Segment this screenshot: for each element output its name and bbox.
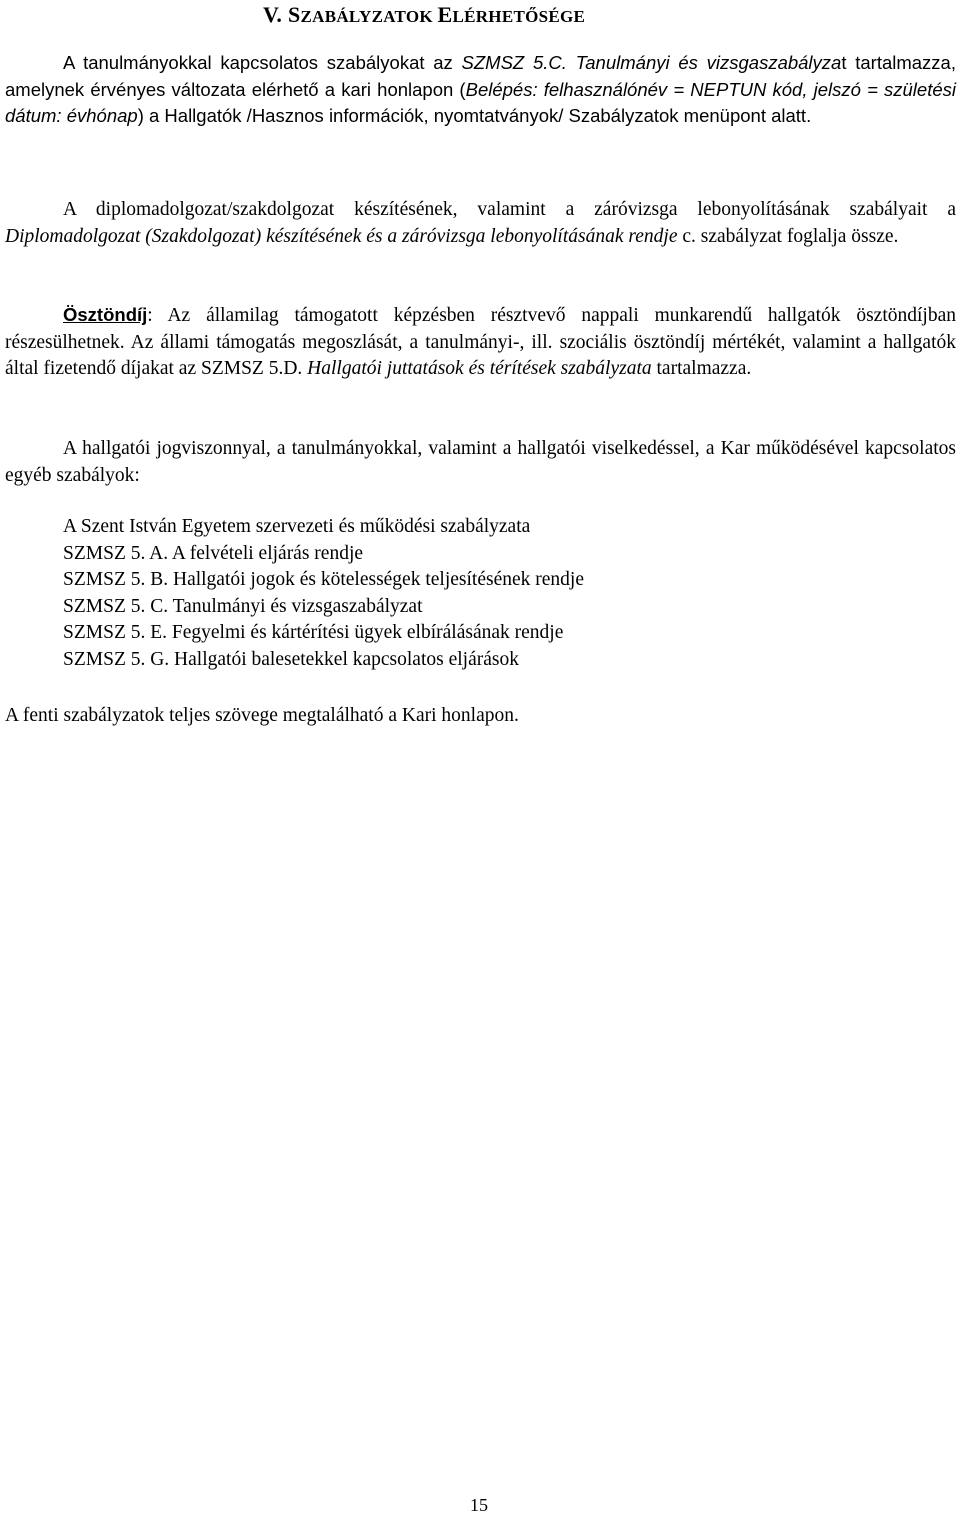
paragraph-thesis: A diplomadolgozat/szakdolgozat készítésének, valamint a záróvizsga lebonyolításának szabályait a Diplomadolgozat (Szakdolgozat) készítésének és a záróvizsga lebonyolításának rendje c. szabályzat foglalja össze. [5, 199, 956, 247]
closing-sentence: A fenti szabályzatok teljes szövege megtalálható a Kari honlapon. [5, 705, 519, 726]
list-item: SZMSZ 5. C. Tanulmányi és vizsgaszabályzat [63, 595, 423, 617]
section-heading: V. SZABÁLYZATOK ELÉRHETŐSÉGE [263, 2, 586, 27]
page-number: 15 [470, 1495, 488, 1515]
list-item: SZMSZ 5. G. Hallgatói balesetekkel kapcsolatos eljárások [63, 648, 519, 670]
scholarship-label: Ösztöndíj [63, 304, 148, 325]
list-item: SZMSZ 5. B. Hallgatói jogok és kötelességek teljesítésének rendje [63, 569, 584, 590]
list-item: SZMSZ 5. A. A felvételi eljárás rendje [63, 542, 364, 564]
paragraph-regulations: A tanulmányokkal kapcsolatos szabályokat az SZMSZ 5.C. Tanulmányi és vizsgaszabályzat tartalmazza, amelynek érvényes változata elérhető a kari honlapon (Belépés: felhasználónév = NEPTUN kód, jelszó = születési dátum: évhónap) a Hallgatók /Hasznos információk, nyomtatványok/ Szabályzatok menüpont alatt. [5, 52, 956, 126]
list-item: A Szent István Egyetem szervezeti és működési szabályzata [63, 516, 531, 537]
list-item: SZMSZ 5. E. Fegyelmi és kártérítési ügyek elbírálásának rendje [63, 622, 564, 643]
paragraph-other-rules: A hallgatói jogviszonnyal, a tanulmányokkal, valamint a hallgatói viselkedéssel, a Kar működésével kapcsolatos egyéb szabályok: [5, 438, 956, 486]
regulations-list [63, 514, 584, 673]
paragraph-scholarship: Ösztöndíj: Az államilag támogatott képzésben résztvevő nappali munkarendű hallgatók ösztöndíjban részesülhetnek. Az állami támogatás megoszlását, a tanulmányi-, ill. szociális ösztöndíj mértékét, valamint a hallgatók által fizetendő díjakat az SZMSZ 5.D. Hallgatói juttatások és térítések szabályzata tartalmazza. [5, 304, 956, 379]
